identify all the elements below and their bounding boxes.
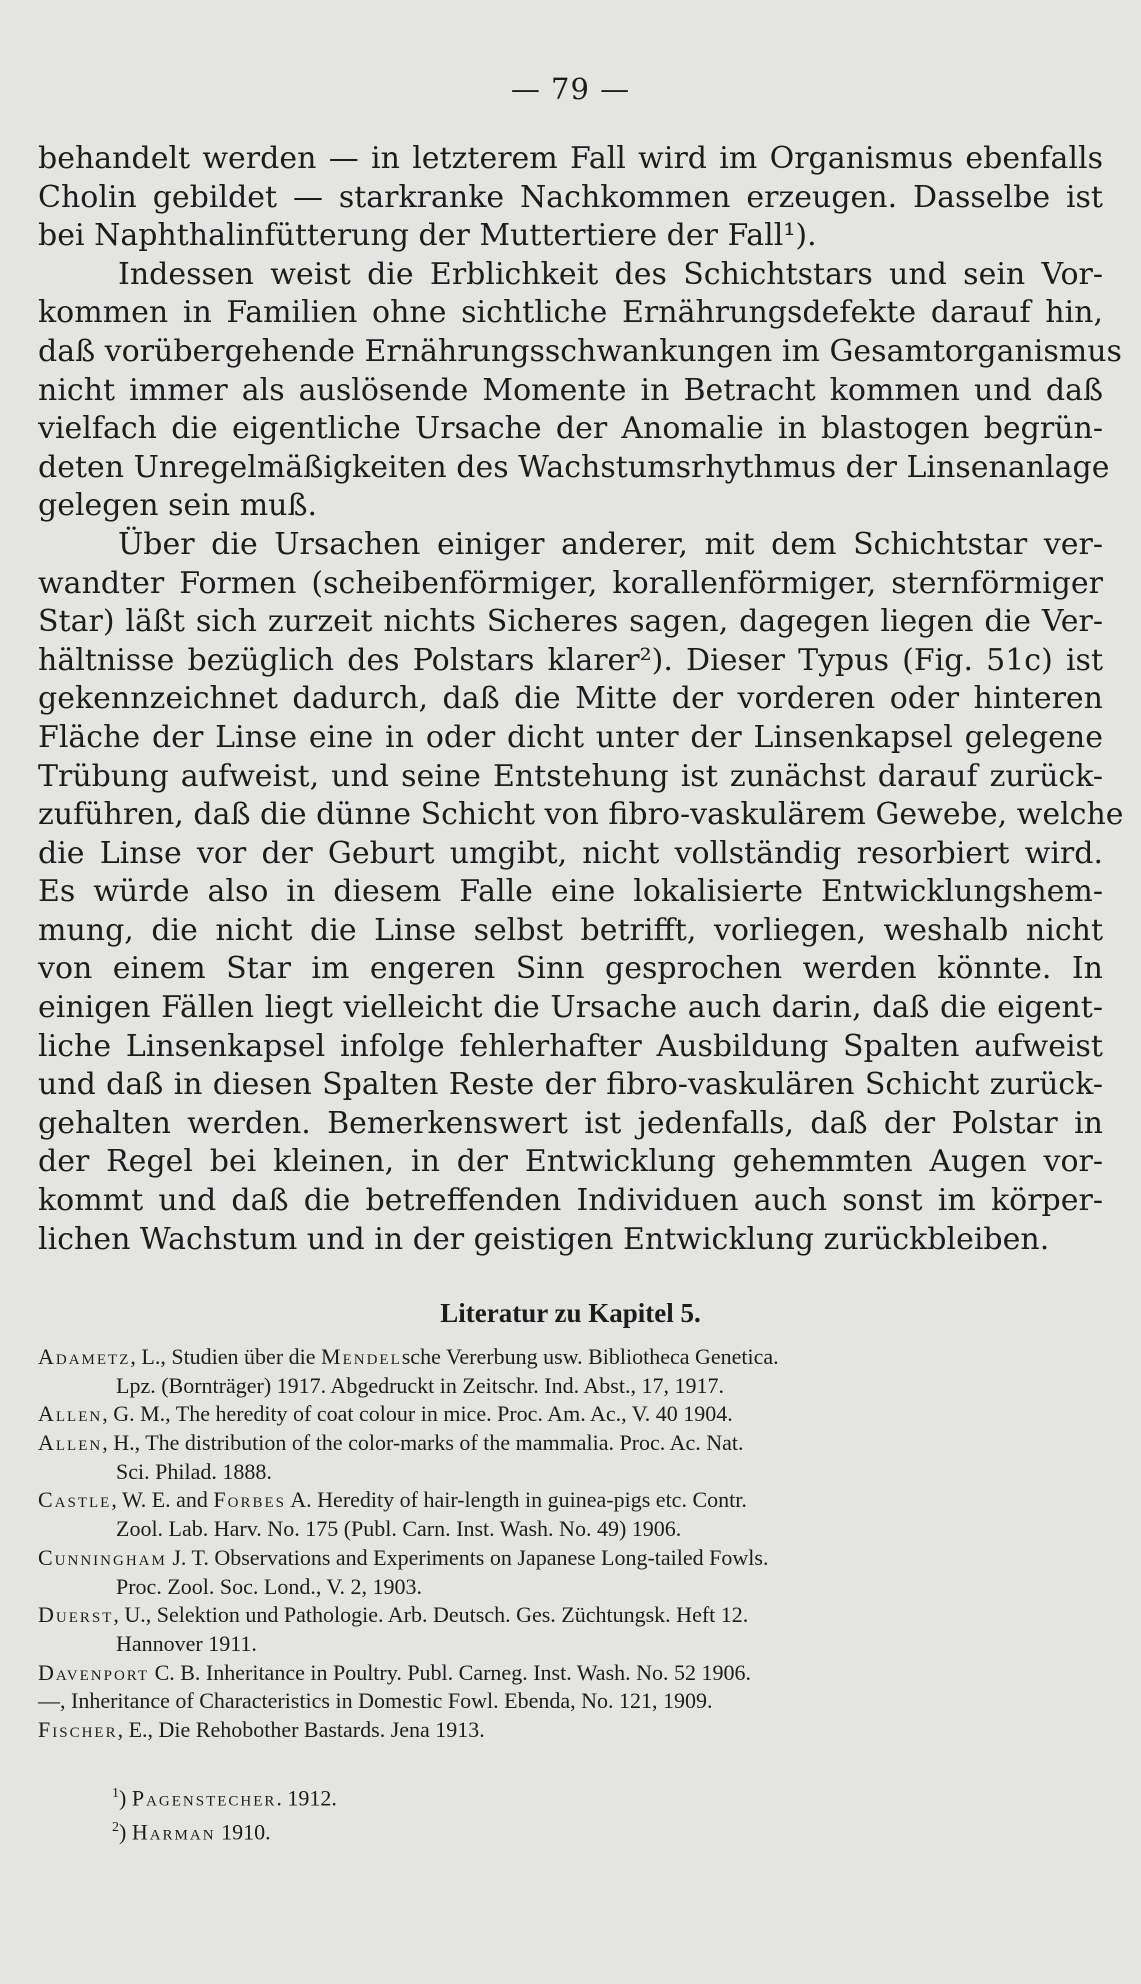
literature-entry xyxy=(38,1486,1103,1515)
literature-entry xyxy=(38,1601,1103,1630)
text-line: von einem Star im engeren Sinn gesprochen werden könnte. In xyxy=(38,951,1103,987)
text-line: Indessen weist die Erblichkeit des Schichtstars und sein Vor- xyxy=(118,256,1103,292)
text-line: gekennzeichnet dadurch, daß die Mitte der vorderen oder hinteren xyxy=(38,681,1103,717)
text-line: Cholin gebildet — starkranke Nachkommen erzeugen. Dasselbe ist xyxy=(38,179,1103,215)
entry-text: C. B. Inheritance in Poultry. Publ. Carneg. Inst. Wash. No. 52 1906. xyxy=(149,1659,752,1685)
section-heading: Literatur zu Kapitel 5. xyxy=(440,1298,701,1328)
entry-text: , H., The distribution of the color-marks of the mammalia. Proc. Ac. Nat. xyxy=(102,1430,744,1456)
footnote: $^1$) Pagenstecher. 1912. xyxy=(112,1785,337,1811)
author-name: Allen xyxy=(38,1401,103,1427)
entry-text: sche Vererbung usw. Bibliotheca Genetica. xyxy=(401,1344,779,1369)
entry-text: , E., Die Rehobother Bastards. Jena 1913. xyxy=(117,1716,485,1742)
footnote-mark: 1 xyxy=(112,1786,119,1801)
text-line: Über die Ursachen einiger anderer, mit dem Schichtstar ver- xyxy=(118,526,1103,562)
text-line: kommen in Familien ohne sichtliche Ernährungsdefekte darauf hin, xyxy=(38,295,1103,331)
text-line: gelegen sein muß. xyxy=(38,488,318,524)
text-line: Es würde also in diesem Falle eine lokalisierte Entwicklungshem- xyxy=(38,874,1103,910)
text-line: hältnisse bezüglich des Polstars klarer²). Dieser Typus (Fig. 51c) ist xyxy=(38,642,1103,678)
text-line: lichen Wachstum und in der geistigen Entwicklung zurückbleiben. xyxy=(38,1221,1050,1257)
author-name: Davenport xyxy=(38,1659,150,1685)
footnote-author: Harman xyxy=(131,1819,216,1845)
text-line: zuführen, daß die dünne Schicht von fibro-vaskulärem Gewebe, welche xyxy=(38,797,1124,833)
literature-entry xyxy=(38,1544,1103,1573)
text-line: behandelt werden — in letzterem Fall wird im Organismus ebenfalls xyxy=(38,141,1103,176)
footnote-year: . 1912. xyxy=(276,1785,337,1811)
literature-entry xyxy=(38,1343,1103,1372)
text-line: daß vorübergehende Ernährungsschwankungen im Gesamtorganismus xyxy=(38,333,1122,369)
literature-entry xyxy=(38,1687,1103,1716)
text-line: die Linse vor der Geburt umgibt, nicht vollständig resorbiert wird. xyxy=(38,835,1103,871)
literature-entry-continuation: Zool. Lab. Harv. No. 175 (Publ. Carn. Inst. Wash. No. 49) 1906. xyxy=(116,1516,682,1542)
text-line: Fläche der Linse eine in oder dicht unter der Linsenkapsel gelegene xyxy=(38,719,1103,755)
footnote-year: 1910. xyxy=(215,1819,271,1845)
text-line: deten Unregelmäßigkeiten des Wachstumsrhythmus der Linsenanlage xyxy=(38,449,1110,485)
entry-text: A. Heredity of hair-length in guinea-pigs etc. Contr. xyxy=(286,1487,747,1513)
text-line: nicht immer als auslösende Momente in Betracht kommen und daß xyxy=(38,372,1103,408)
text-line: einigen Fällen liegt vielleicht die Ursache auch darin, daß die eigent- xyxy=(38,990,1103,1026)
author-name: Allen xyxy=(38,1430,103,1456)
footnotes xyxy=(112,1779,337,1848)
body-text xyxy=(38,140,1124,1259)
author-name: Duerst xyxy=(38,1602,114,1628)
author-name: Fischer xyxy=(38,1716,118,1742)
author-name: Adametz xyxy=(38,1344,131,1369)
text-line: kommt und daß die betreffenden Individuen auch sonst im körper- xyxy=(38,1183,1103,1219)
literature-entry-continuation: Hannover 1911. xyxy=(116,1630,257,1656)
entry-text: J. T. Observations and Experiments on Japanese Long-tailed Fowls. xyxy=(166,1544,769,1570)
entry-text: —, Inheritance of Characteristics in Domestic Fowl. Ebenda, No. 121, 1909. xyxy=(38,1688,713,1714)
literature-entry-continuation: Lpz. (Bornträger) 1917. Abgedruckt in Zeitschr. Ind. Abst., 17, 1917. xyxy=(116,1372,724,1398)
text-line: gehalten werden. Bemerkenswert ist jedenfalls, daß der Polstar in xyxy=(38,1105,1103,1141)
footnote-mark: 2 xyxy=(112,1820,119,1836)
entry-text: , L., Studien über die xyxy=(130,1344,322,1369)
text-line: Trübung aufweist, und seine Entstehung ist zunächst darauf zurück- xyxy=(38,758,1103,794)
author-name: Mendel xyxy=(321,1344,402,1369)
literature-entry-continuation: Proc. Zool. Soc. Lond., V. 2, 1903. xyxy=(116,1573,422,1599)
literature-entry xyxy=(38,1659,1103,1688)
footnote-author: Pagenstecher xyxy=(131,1785,277,1811)
text-line: bei Naphthalinfütterung der Muttertiere der Fall¹). xyxy=(38,218,817,254)
literature-entry-continuation: Sci. Philad. 1888. xyxy=(116,1458,272,1484)
entry-text: , W. E. and xyxy=(111,1487,214,1513)
literature-entry xyxy=(38,1716,1103,1745)
literature-list xyxy=(38,1343,1103,1745)
text-line: Star) läßt sich zurzeit nichts Sicheres sagen, dagegen liegen die Ver- xyxy=(38,604,1103,640)
entry-text: , U., Selektion und Pathologie. Arb. Deutsch. Ges. Züchtungsk. Heft 12. xyxy=(113,1602,749,1628)
author-name: Cunningham xyxy=(38,1544,167,1570)
text-line: liche Linsenkapsel infolge fehlerhafter Ausbildung Spalten aufweist xyxy=(38,1028,1103,1064)
literature-entry xyxy=(38,1429,1103,1458)
text-line: mung, die nicht die Linse selbst betrifft, vorliegen, weshalb nicht xyxy=(38,912,1103,948)
text-line: vielfach die eigentliche Ursache der Anomalie in blastogen begrün- xyxy=(38,411,1103,447)
text-line: und daß in diesen Spalten Reste der fibro-vaskulären Schicht zurück- xyxy=(38,1067,1103,1103)
author-name: Castle xyxy=(38,1487,112,1513)
footnote: $^2$) Harman 1910. xyxy=(112,1819,271,1845)
page-number: — 79 — xyxy=(510,72,631,106)
text-line: wandter Formen (scheibenförmiger, korallenförmiger, sternförmiger xyxy=(38,565,1103,601)
author-name: Forbes xyxy=(213,1487,286,1513)
entry-text: , G. M., The heredity of coat colour in mice. Proc. Am. Ac., V. 40 1904. xyxy=(102,1401,733,1427)
literature-entry xyxy=(38,1400,1103,1429)
text-line: der Regel bei kleinen, in der Entwicklung gehemmten Augen vor- xyxy=(38,1144,1103,1180)
